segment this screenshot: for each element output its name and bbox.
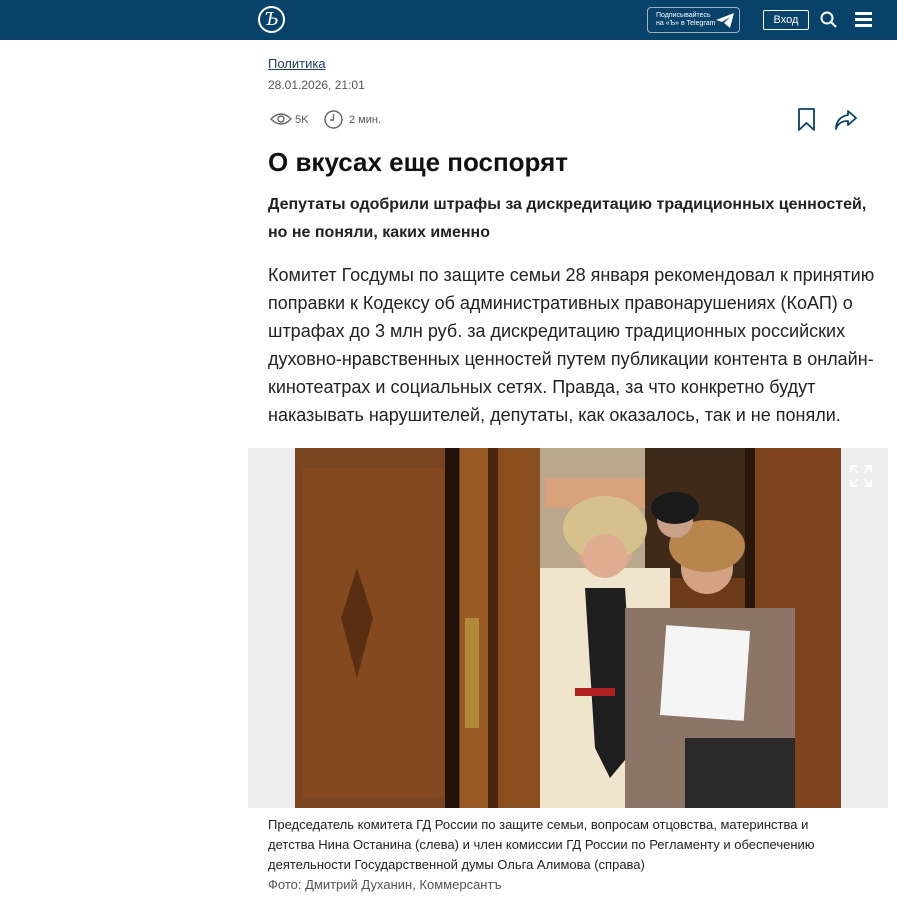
photo-credit: Фото: Дмитрий Духанин, Коммерсантъ bbox=[268, 877, 502, 892]
photo-caption: Председатель комитета ГД России по защите семьи, вопросам отцовства, материнства и детства Нина Останина (слева) и член комиссии ГД России по Регламенту и обеспечению деятельности Государственной думы Ольга Алимова (справа) bbox=[268, 817, 815, 872]
share-icon[interactable] bbox=[834, 109, 858, 131]
telegram-subscribe-label: Подписывайтесь на «Ъ» в Telegram bbox=[656, 12, 716, 27]
publish-date: 28.01.2026, 21:01 bbox=[268, 78, 365, 92]
article-headline: О вкусах еще поспорят bbox=[268, 147, 568, 177]
bookmark-icon[interactable] bbox=[797, 108, 816, 131]
telegram-icon bbox=[715, 12, 735, 29]
site-logo[interactable]: Ъ bbox=[258, 6, 285, 33]
search-icon[interactable] bbox=[820, 11, 837, 28]
photo-frame bbox=[248, 448, 888, 808]
read-time: 2 мин. bbox=[349, 114, 382, 126]
menu-icon[interactable] bbox=[855, 12, 872, 27]
clock-icon bbox=[324, 110, 343, 129]
article-lead: Комитет Госдумы по защите семьи 28 января рекомендовал к принятию поправки к Кодексу об административных правонарушениях (КоАП) о штрафах до 3 млн руб. за дискредитацию традиционных российских духовно-нравственных ценностей путем публикации контента в онлайн-кинотеатрах и социальных сетях. Правда, за что конкретно будут наказывать нарушителей, депутаты, как оказалось, так и не поняли. bbox=[268, 265, 875, 425]
views-count: 5K bbox=[295, 114, 309, 126]
telegram-subscribe-button[interactable] bbox=[647, 7, 740, 33]
article-subheadline: Депутаты одобрили штрафы за дискредитацию традиционных ценностей, но не поняли, каких именно bbox=[268, 196, 867, 241]
rubric-link[interactable]: Политика bbox=[268, 56, 326, 71]
top-navigation-bar bbox=[0, 0, 897, 40]
expand-icon[interactable] bbox=[850, 465, 872, 487]
eye-icon bbox=[270, 111, 292, 127]
login-button[interactable]: Вход bbox=[763, 10, 809, 30]
article-photo[interactable] bbox=[295, 448, 841, 808]
